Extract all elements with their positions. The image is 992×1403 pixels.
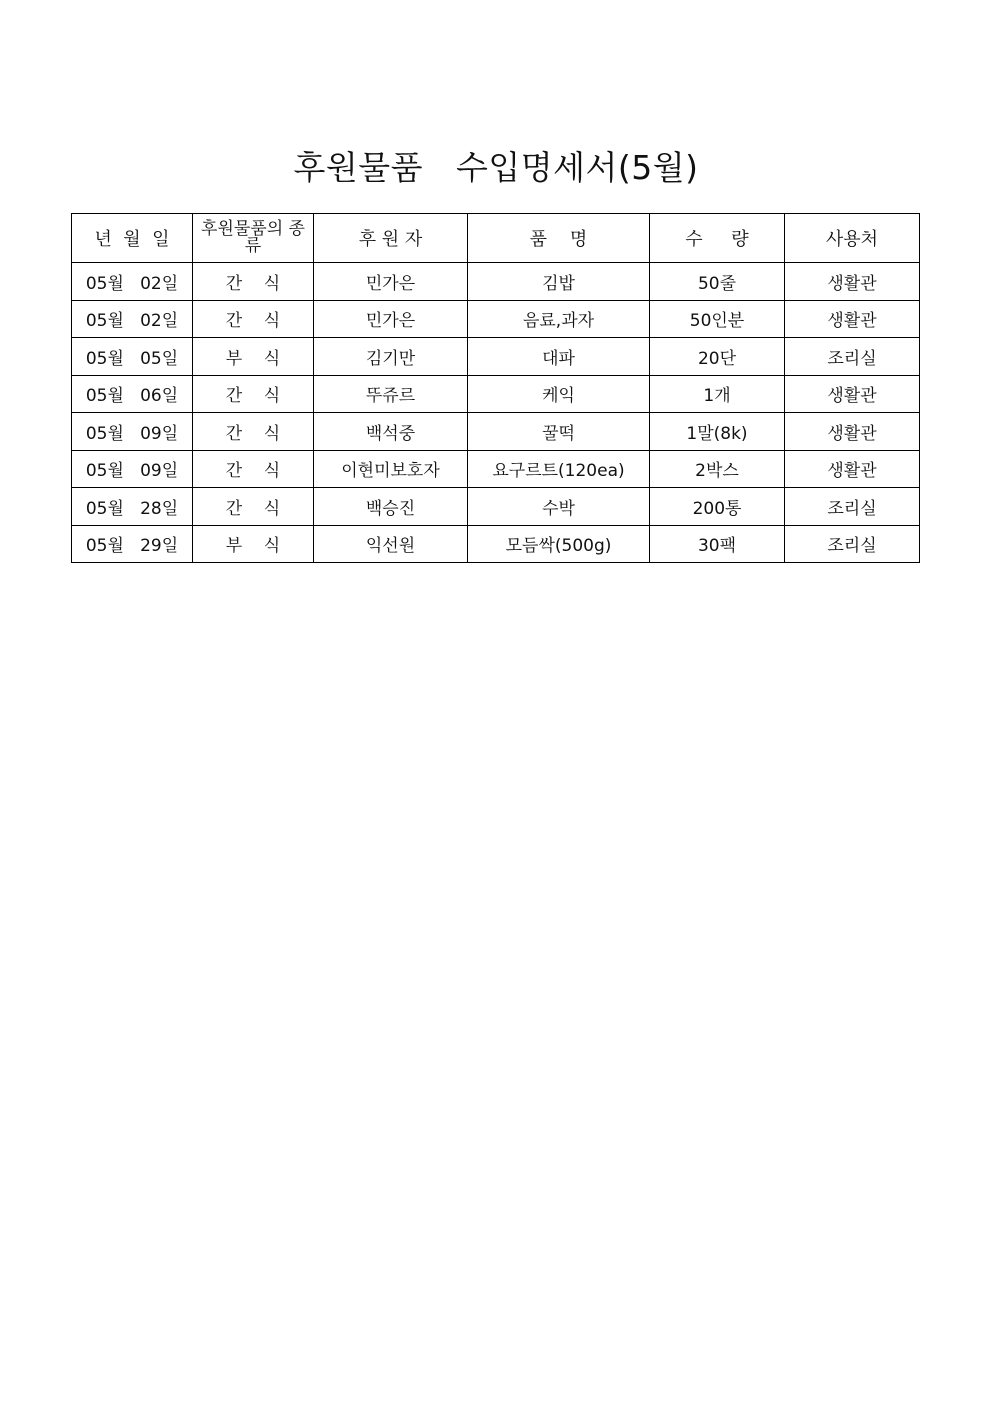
cell-kind: 간 식 [193,488,314,526]
document-title: 후원물품 수입명세서(5월) [293,148,699,187]
cell-item: 케익 [468,375,650,413]
table-row [72,338,920,376]
cell-item: 음료,과자 [468,300,650,338]
cell-donor: 백석중 [314,413,468,451]
cell-kind: 간 식 [193,375,314,413]
cell-date: 05월 02일 [72,300,193,338]
cell-usage: 조리실 [785,488,920,526]
cell-donor: 김기만 [314,338,468,376]
cell-donor: 뚜쥬르 [314,375,468,413]
table-row [72,300,920,338]
table-row [72,375,920,413]
cell-item: 김밥 [468,263,650,301]
header-usage: 사용처 [785,214,920,263]
cell-kind: 부 식 [193,338,314,376]
cell-item: 꿀떡 [468,413,650,451]
cell-date: 05월 29일 [72,525,193,563]
cell-kind: 간 식 [193,263,314,301]
cell-usage: 생활관 [785,375,920,413]
cell-usage: 조리실 [785,525,920,563]
table-row [72,525,920,563]
cell-kind: 간 식 [193,413,314,451]
donation-table [71,213,920,563]
cell-usage: 생활관 [785,300,920,338]
cell-usage: 생활관 [785,263,920,301]
cell-quantity: 2박스 [650,450,785,488]
cell-item: 대파 [468,338,650,376]
cell-kind: 간 식 [193,450,314,488]
header-kind: 후원물품의 종류 [193,214,314,263]
cell-date: 05월 05일 [72,338,193,376]
cell-donor: 민가은 [314,300,468,338]
cell-date: 05월 06일 [72,375,193,413]
cell-usage: 생활관 [785,450,920,488]
table-header-row [72,214,920,263]
table-row [72,413,920,451]
cell-donor: 민가은 [314,263,468,301]
cell-date: 05월 09일 [72,450,193,488]
cell-donor: 익선원 [314,525,468,563]
cell-usage: 조리실 [785,338,920,376]
cell-kind: 간 식 [193,300,314,338]
cell-quantity: 20단 [650,338,785,376]
header-quantity: 수 량 [650,214,785,263]
cell-item: 모듬싹(500g) [468,525,650,563]
cell-quantity: 50인분 [650,300,785,338]
cell-usage: 생활관 [785,413,920,451]
cell-date: 05월 09일 [72,413,193,451]
header-donor: 후 원 자 [314,214,468,263]
cell-quantity: 30팩 [650,525,785,563]
cell-kind: 부 식 [193,525,314,563]
cell-date: 05월 02일 [72,263,193,301]
cell-quantity: 1말(8k) [650,413,785,451]
cell-item: 수박 [468,488,650,526]
cell-date: 05월 28일 [72,488,193,526]
cell-quantity: 1개 [650,375,785,413]
cell-donor: 이현미보호자 [314,450,468,488]
table-row [72,263,920,301]
header-date: 년 월 일 [72,214,193,263]
header-item: 품 명 [468,214,650,263]
cell-quantity: 200통 [650,488,785,526]
table-row [72,450,920,488]
cell-quantity: 50줄 [650,263,785,301]
cell-donor: 백승진 [314,488,468,526]
cell-item: 요구르트(120ea) [468,450,650,488]
table-row [72,488,920,526]
